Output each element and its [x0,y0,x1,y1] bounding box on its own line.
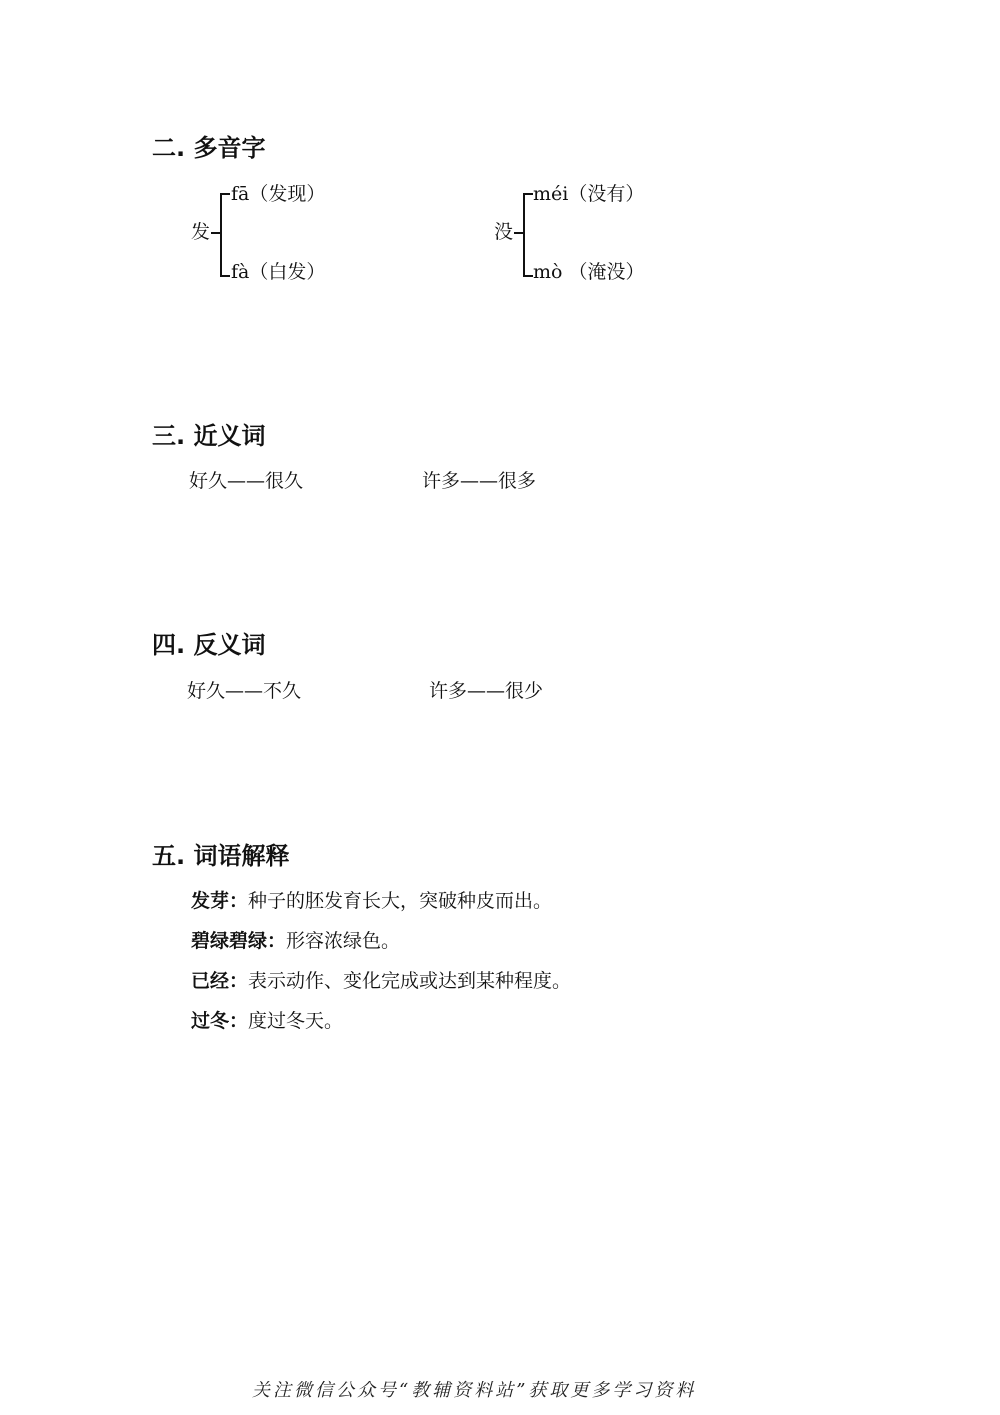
definition-text: 形容浓绿色。 [286,930,401,952]
synonym-pair: 好久——很久 [189,470,304,492]
footer-note: 关注微信公众号“教辅资料站”获取更多学习资料 [252,1380,697,1401]
definition-item [191,928,400,954]
definition-item [191,888,552,914]
example-word: （淹没） [562,261,645,283]
section-title-antonyms: 四. 反义词 [152,631,266,659]
brace-bracket [220,193,230,277]
polyphone-reading [231,259,325,285]
definition-item [191,1008,343,1034]
definition-term: 发芽： [191,890,249,912]
section-title-polyphones: 二. 多音字 [152,134,266,162]
synonym-pair: 许多——很多 [422,470,537,492]
example-word: （白发） [249,261,326,283]
section-title-synonyms: 三. 近义词 [152,422,266,450]
definition-text: 度过冬天。 [248,1010,344,1032]
polyphone-char: 没 [494,221,514,243]
definition-item [191,968,571,994]
pinyin: fà [231,261,250,283]
definition-text: 种子的胚发育长大，突破种皮而出。 [248,890,553,912]
section-title-definitions: 五. 词语解释 [152,842,290,870]
polyphone-reading [533,181,644,207]
antonym-pair: 许多——很少 [429,680,544,702]
pinyin: fā [231,183,250,205]
definition-text: 表示动作、变化完成或达到某种程度。 [248,970,572,992]
polyphone-reading [533,259,645,285]
antonym-pair: 好久——不久 [187,680,302,702]
brace-bracket [523,193,533,277]
pinyin: méi [533,183,569,205]
example-word: （没有） [568,183,645,205]
polyphone-char: 发 [191,221,211,243]
definition-term: 已经： [191,970,249,992]
definition-term: 碧绿碧绿： [191,930,287,952]
definition-term: 过冬： [191,1010,249,1032]
example-word: （发现） [249,183,326,205]
polyphone-reading [231,181,325,207]
pinyin: mò [533,261,563,283]
